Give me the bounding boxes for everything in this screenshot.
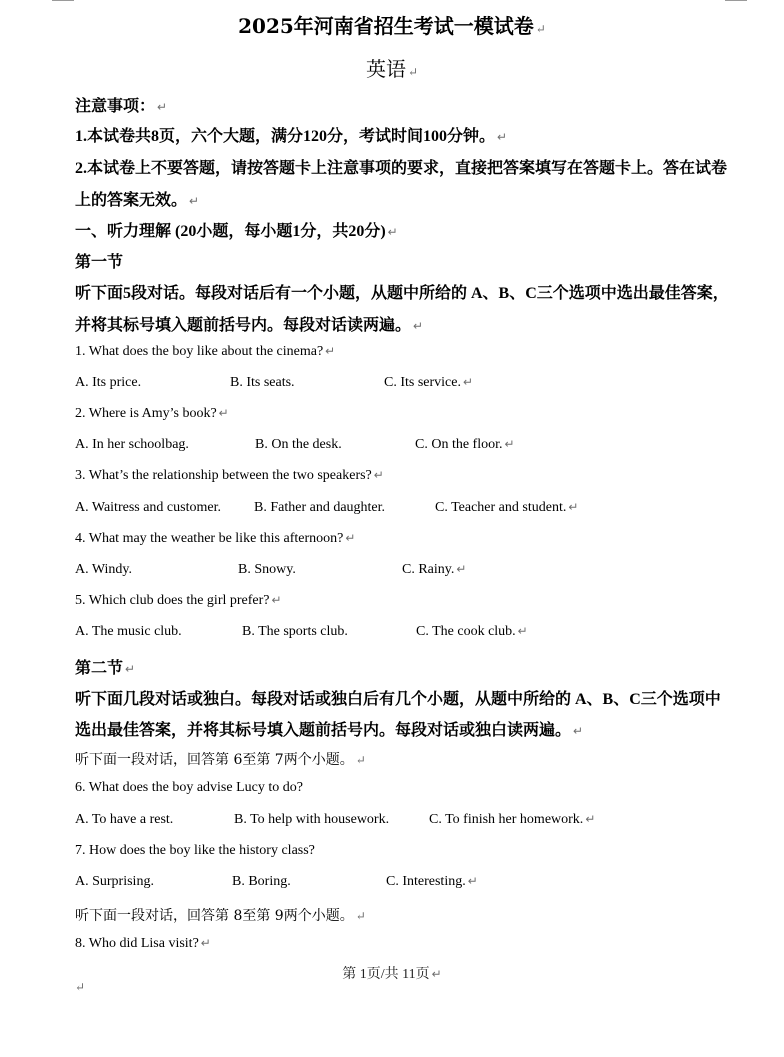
q4-option-b: B. Snowy. [238,562,296,577]
section-title: 一、听力理解 (20小题，每小题1分，共20分) ↵ [75,223,398,240]
q1-option-c: C. Its service. ↵ [384,375,474,390]
q6-option-b: B. To help with housework. [234,812,390,827]
part2-heading: 第二节 ↵ [75,660,136,677]
part1-heading: 第一节 [75,254,124,271]
part2-instructions-line-1: 听下面几段对话或独白。每段对话或独白后有几个小题，从题中所给的 A、B、C三个选项中 [75,691,721,708]
corner-crop-mark-left [52,0,74,1]
notes-item-2-line-1: 2.本试卷上不要答题，请按答题卡上注意事项的要求，直接把答案填写在答题卡上。答在试卷 [75,160,728,177]
dialogue-lead-1: 听下面一段对话，回答第 6至第 7两个小题。 ↵ [75,752,366,768]
question-7: 7. How does the boy like the history class? [75,843,315,858]
part1-instructions-line-2: 并将其标号填入题前括号内。每段对话读两遍。 ↵ [75,317,424,334]
question-2: 2. Where is Amy’s book? ↵ [75,406,229,421]
q5-option-b: B. The sports club. [242,624,348,639]
q1-option-b: B. Its seats. [230,375,295,390]
question-4: 4. What may the weather be like this afternoon? ↵ [75,531,356,546]
exam-title: 2025年河南省招生考试一模试卷 ↵ [238,14,546,38]
question-6: 6. What does the boy advise Lucy to do? [75,780,303,795]
q2-option-a: A. In her schoolbag. [75,437,189,452]
q2-option-c: C. On the floor. ↵ [415,437,515,452]
part2-instructions-line-2: 选出最佳答案，并将其标号填入题前括号内。每段对话或独白读两遍。 ↵ [75,722,584,739]
q6-option-c: C. To finish her homework. ↵ [429,812,596,827]
q1-option-a: A. Its price. [75,375,142,390]
q3-option-a: A. Waitress and customer. [75,500,221,515]
notes-item-1: 1.本试卷共8页，六个大题，满分120分，考试时间100分钟。 ↵ [75,128,508,145]
notes-item-2-line-2: 上的答案无效。 ↵ [75,192,200,209]
q7-option-c: C. Interesting. ↵ [386,874,478,889]
corner-crop-mark-right [725,0,747,1]
q7-option-b: B. Boring. [232,874,291,889]
question-3: 3. What’s the relationship between the two speakers? ↵ [75,468,384,483]
q3-option-c: C. Teacher and student. ↵ [435,500,579,515]
q2-option-b: B. On the desk. [255,437,342,452]
page-footer: 第 1页/共 11页 ↵ [342,967,442,982]
question-1: 1. What does the boy like about the cinema? ↵ [75,344,336,359]
q5-option-a: A. The music club. [75,624,182,639]
question-5: 5. Which club does the girl prefer? ↵ [75,593,282,608]
part1-instructions-line-1: 听下面5段对话。每段对话后有一个小题，从题中所给的 A、B、C三个选项中选出最佳答案， [75,285,729,302]
q3-option-b: B. Father and daughter. [254,500,386,515]
q4-option-a: A. Windy. [75,562,132,577]
subject-title: 英语 ↵ [365,57,419,81]
question-8: 8. Who did Lisa visit? ↵ [75,936,211,951]
q5-option-c: C. The cook club. ↵ [416,624,528,639]
notes-heading: 注意事项： ↵ [75,98,168,115]
q4-option-c: C. Rainy. ↵ [402,562,467,577]
dialogue-lead-2: 听下面一段对话，回答第 8至第 9两个小题。 ↵ [75,908,366,924]
q6-option-a: A. To have a rest. [75,812,174,827]
end-paragraph-mark: ↵ [75,980,86,994]
q7-option-a: A. Surprising. [75,874,154,889]
